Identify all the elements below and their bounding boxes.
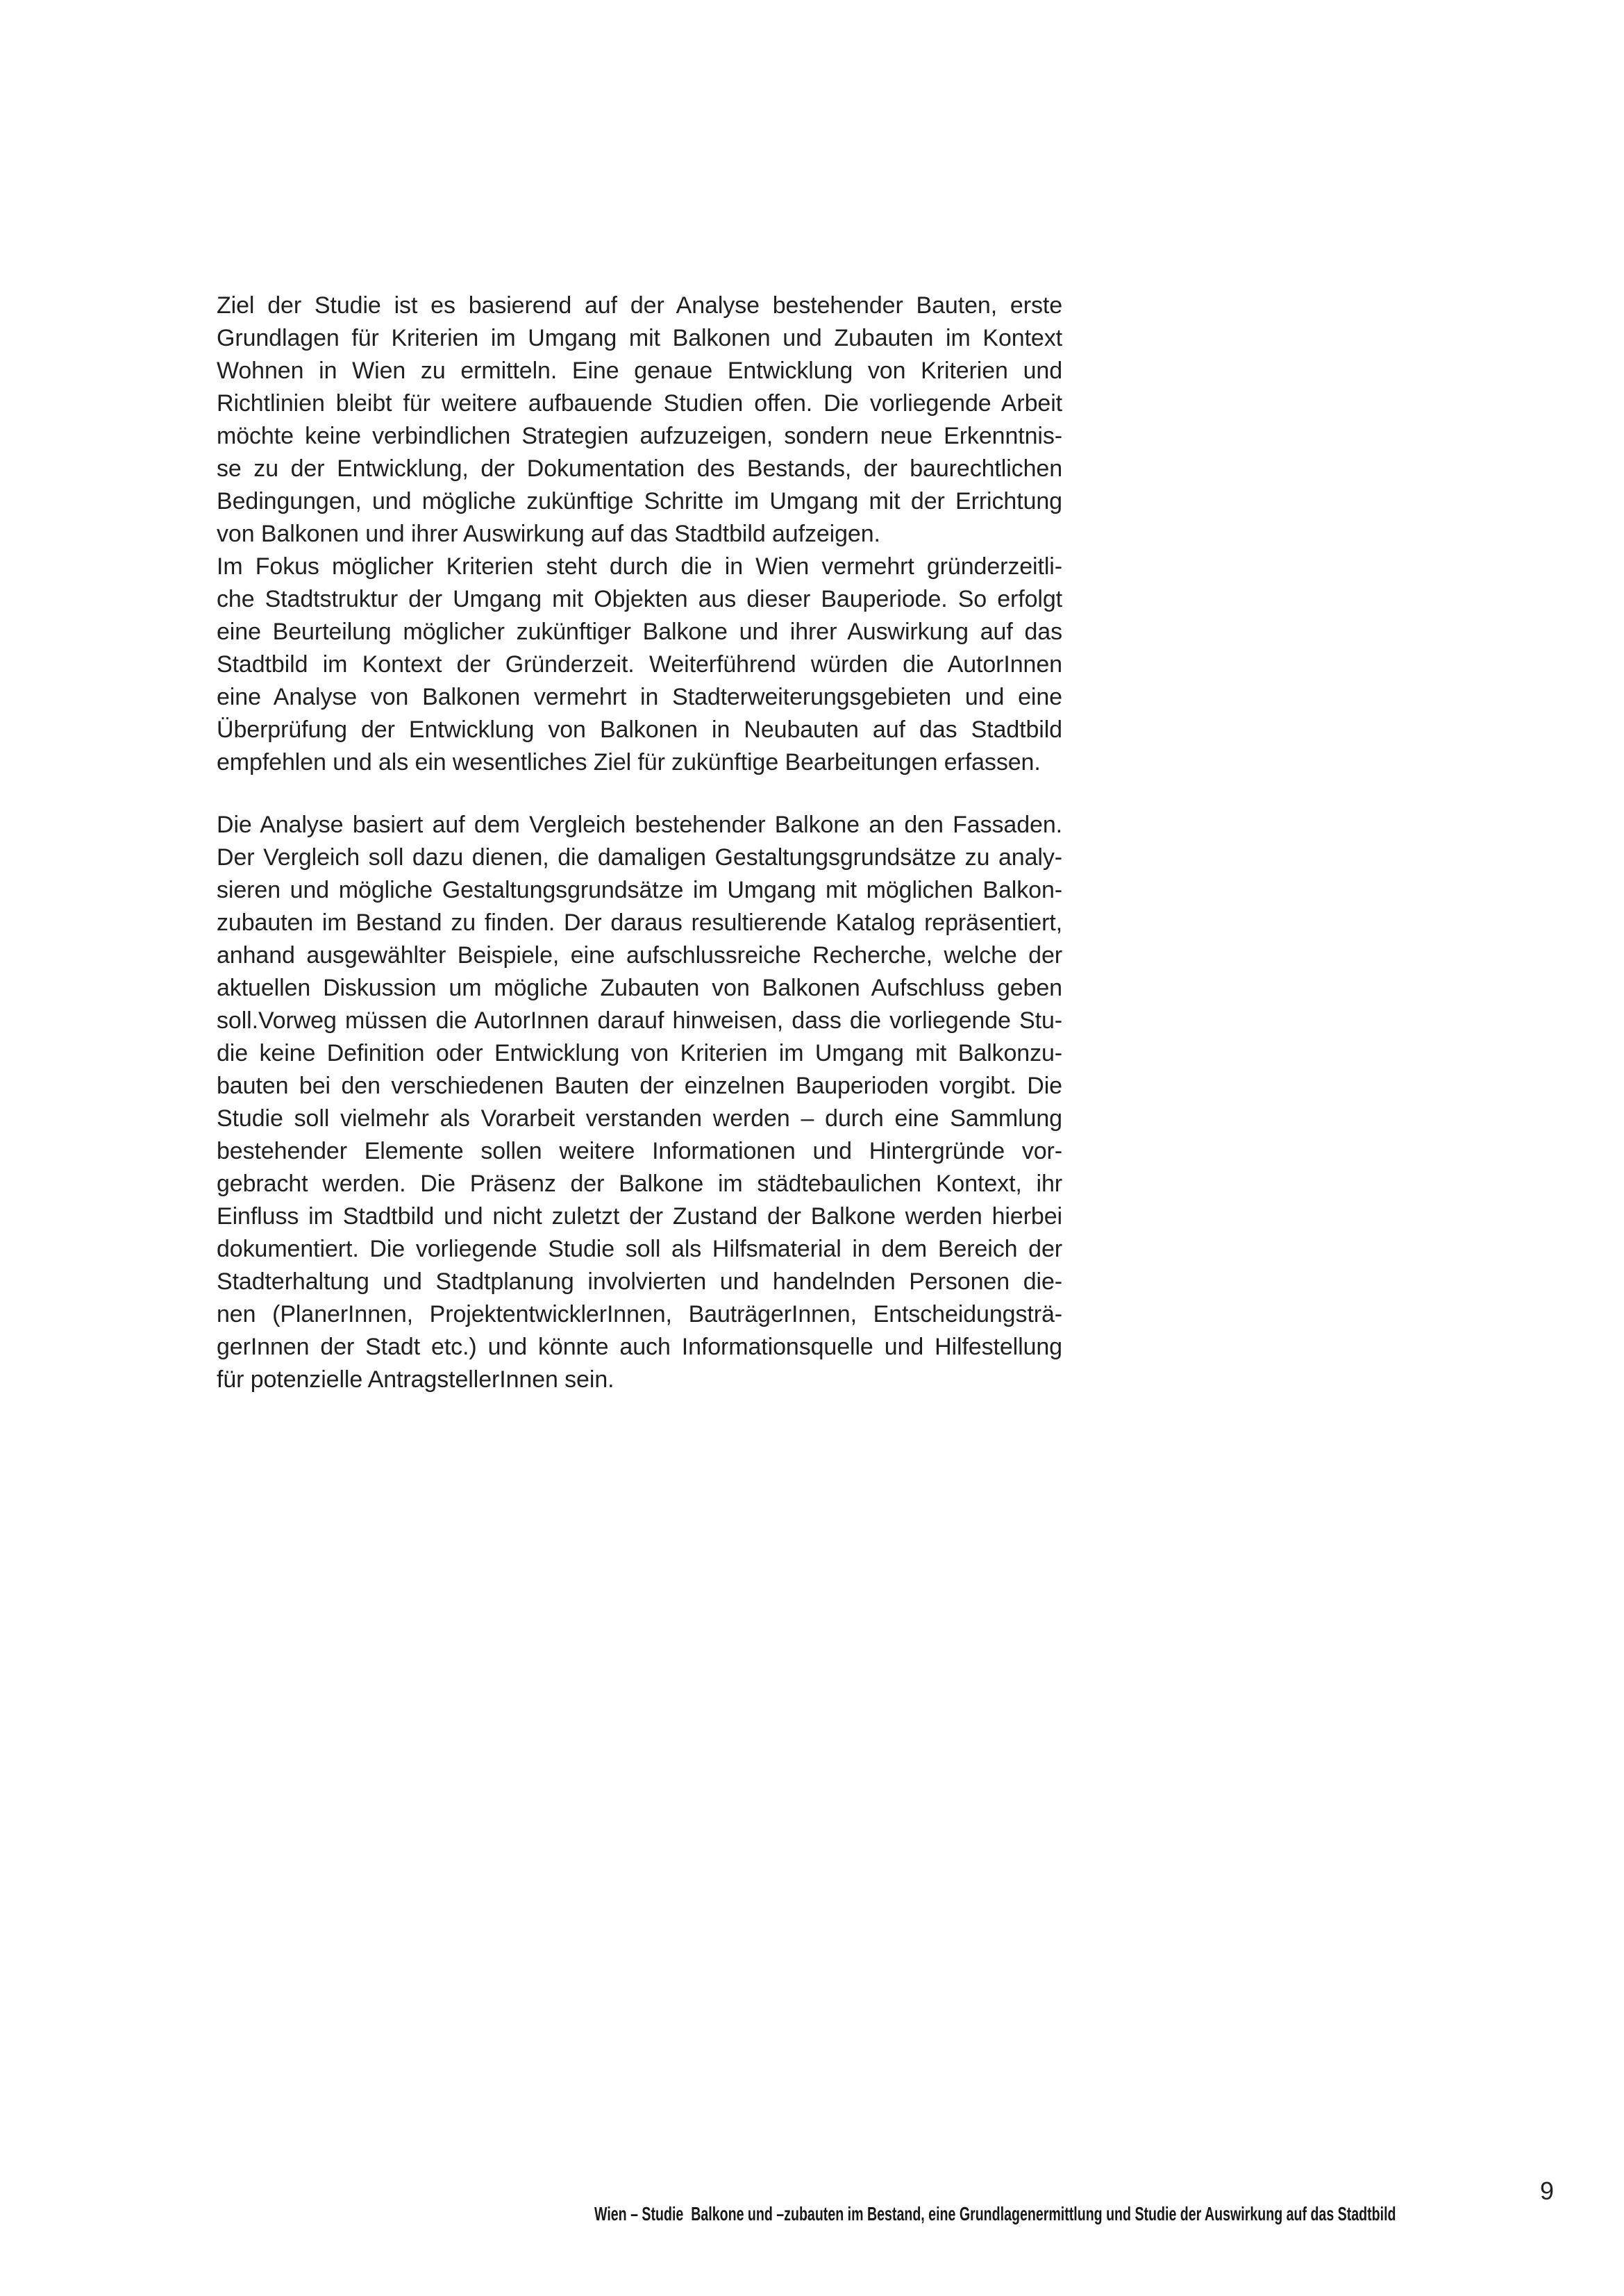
text-line: dokumentiert. Die vorliegende Studie soll als Hilfsmaterial in dem Bereich der (217, 1236, 1062, 1262)
text-line: Stadterhaltung und Stadtplanung involvierten und handelnden Personen die- (217, 1268, 1062, 1295)
text-line: Einfluss im Stadtbild und nicht zuletzt der Zustand der Balkone werden hierbei (217, 1203, 1062, 1230)
text-line: eine Analyse von Balkonen vermehrt in Stadterweiterungsgebieten und eine (217, 684, 1062, 710)
text-line: zubauten im Bestand zu finden. Der daraus resultierende Katalog repräsentiert, (217, 910, 1062, 936)
text-line: Im Fokus möglicher Kriterien steht durch die in Wien vermehrt gründerzeitli- (217, 553, 1062, 580)
text-line: Überprüfung der Entwicklung von Balkonen in Neubauten auf das Stadtbild (217, 717, 1062, 743)
footer-running-title: Wien – Studie Balkone und –zubauten im Bestand, eine Grundlagenermittlung und Studie der Auswirkung auf das Stadtbild (594, 2203, 1396, 2224)
text-line: Wohnen in Wien zu ermitteln. Eine genaue Entwicklung von Kriterien und (217, 358, 1062, 384)
text-line: gebracht werden. Die Präsenz der Balkone im städtebaulichen Kontext, ihr (217, 1171, 1062, 1197)
text-line: nen (PlanerInnen, ProjektentwicklerInnen, BauträgerInnen, Entscheidungsträ- (217, 1301, 1062, 1327)
text-line: eine Beurteilung möglicher zukünftiger Balkone und ihrer Auswirkung auf das (217, 619, 1062, 645)
text-line: Grundlagen für Kriterien im Umgang mit Balkonen und Zubauten im Kontext (217, 325, 1062, 351)
text-line: Studie soll vielmehr als Vorarbeit verstanden werden – durch eine Sammlung (217, 1105, 1062, 1132)
paragraph-3 (217, 809, 1062, 1396)
text-line: soll.Vorweg müssen die AutorInnen darauf hinweisen, dass die vorliegende Stu- (217, 1007, 1062, 1034)
text-line: sieren und mögliche Gestaltungsgrundsätze im Umgang mit möglichen Balkon- (217, 877, 1062, 903)
text-line: anhand ausgewählter Beispiele, eine aufschlussreiche Recherche, welche der (217, 942, 1062, 969)
text-line: Stadtbild im Kontext der Gründerzeit. Weiterführend würden die AutorInnen (217, 651, 1062, 678)
text-line: Bedingungen, und mögliche zukünftige Schritte im Umgang mit der Errichtung (217, 488, 1062, 514)
paragraph-2 (217, 551, 1062, 779)
text-line: bestehender Elemente sollen weitere Informationen und Hintergründe vor- (217, 1138, 1062, 1164)
page-number: 9 (1540, 2177, 1555, 2205)
text-line: Die Analyse basiert auf dem Vergleich bestehender Balkone an den Fassaden. (217, 812, 1062, 838)
text-line: che Stadtstruktur der Umgang mit Objekten aus dieser Bauperiode. So erfolgt (217, 586, 1062, 612)
text-line: aktuellen Diskussion um mögliche Zubauten von Balkonen Aufschluss geben (217, 975, 1062, 1001)
text-line: für potenzielle AntragstellerInnen sein. (217, 1366, 614, 1393)
text-line: Ziel der Studie ist es basierend auf der Analyse bestehender Bauten, erste (217, 292, 1062, 319)
text-line: von Balkonen und ihrer Auswirkung auf das Stadtbild aufzeigen. (217, 521, 880, 547)
text-line: bauten bei den verschiedenen Bauten der einzelnen Bauperioden vorgibt. Die (217, 1073, 1062, 1099)
text-line: die keine Definition oder Entwicklung von Kriterien im Umgang mit Balkonzu- (217, 1040, 1062, 1066)
text-line: Richtlinien bleibt für weitere aufbauende Studien offen. Die vorliegende Arbeit (217, 390, 1062, 417)
body-text (217, 290, 1062, 1396)
text-line: möchte keine verbindlichen Strategien aufzuzeigen, sondern neue Erkenntnis- (217, 423, 1062, 449)
text-line: Der Vergleich soll dazu dienen, die damaligen Gestaltungsgrundsätze zu analy- (217, 844, 1062, 871)
paragraph-1 (217, 290, 1062, 551)
text-line: se zu der Entwicklung, der Dokumentation des Bestands, der baurechtlichen (217, 455, 1062, 482)
text-line: empfehlen und als ein wesentliches Ziel für zukünftige Bearbeitungen erfassen. (217, 749, 1041, 776)
text-line: gerInnen der Stadt etc.) und könnte auch Informationsquelle und Hilfestellung (217, 1334, 1062, 1360)
